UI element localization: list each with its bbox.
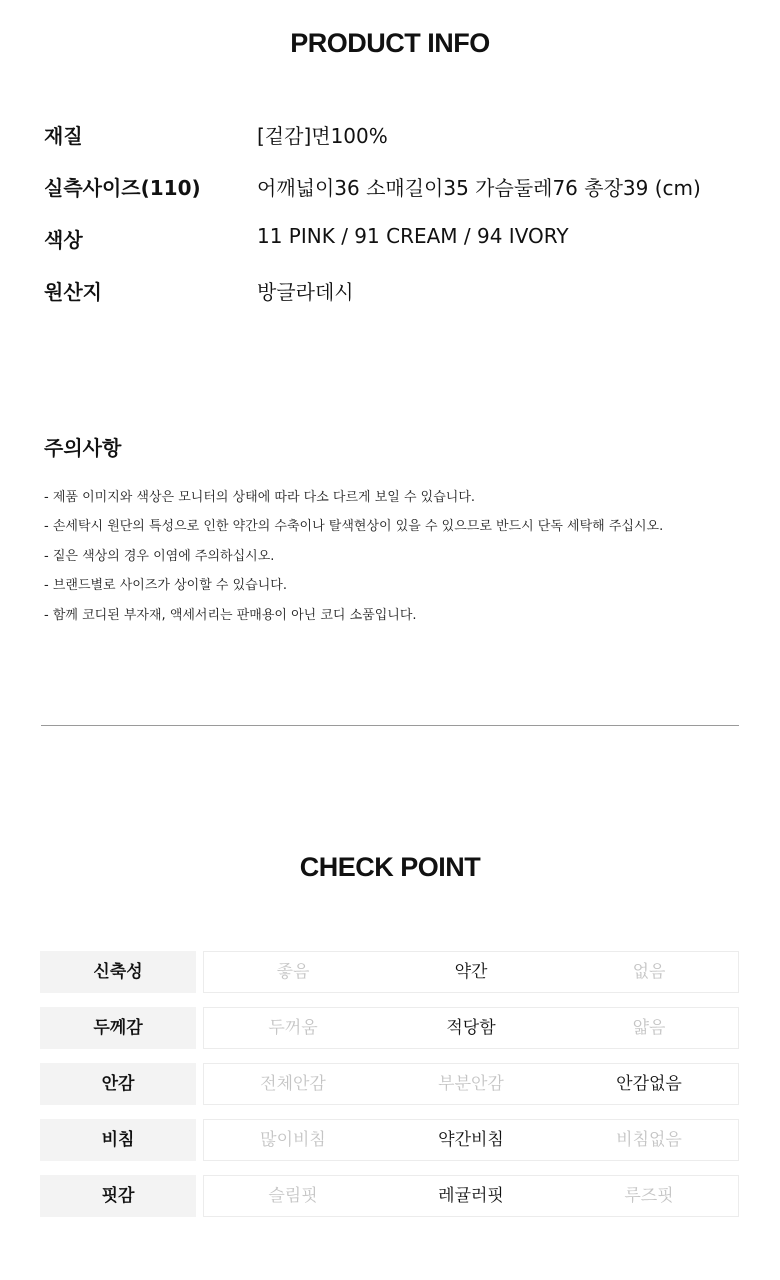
check-row-options xyxy=(203,1175,739,1217)
check-row-lining xyxy=(40,1063,739,1105)
check-row-thickness xyxy=(40,1007,739,1049)
caution-item: - 제품 이미지와 색상은 모니터의 상태에 따라 다소 다르게 보일 수 있습니다. xyxy=(44,490,476,505)
check-row-stretch xyxy=(40,951,739,993)
check-option: 두꺼움 xyxy=(268,1018,318,1038)
check-option: 루즈핏 xyxy=(624,1186,674,1206)
info-label: 재질 xyxy=(44,124,83,148)
check-option: 얇음 xyxy=(632,1018,666,1038)
info-value: [겉감]면100% xyxy=(257,124,388,148)
info-value: 방글라데시 xyxy=(257,280,354,304)
caution-item: - 손세탁시 원단의 특성으로 인한 약간의 수축이나 탈색현상이 있을 수 있으므로 반드시 단독 세탁해 주십시오. xyxy=(44,519,664,535)
check-row-sheerness xyxy=(40,1119,739,1161)
info-row-color xyxy=(0,224,780,254)
info-label: 실측사이즈(110) xyxy=(44,176,201,200)
check-row-label: 핏감 xyxy=(40,1175,196,1217)
check-option: 부분안감 xyxy=(438,1074,504,1094)
check-option: 적당함 xyxy=(446,1018,496,1038)
info-label: 색상 xyxy=(44,228,83,252)
check-option: 슬림핏 xyxy=(268,1186,318,1206)
info-label: 원산지 xyxy=(44,280,102,304)
check-row-label: 안감 xyxy=(40,1063,196,1105)
check-row-label: 비침 xyxy=(40,1119,196,1161)
check-row-options xyxy=(203,1119,739,1161)
check-option: 약간 xyxy=(454,962,488,982)
check-row-options xyxy=(203,951,739,993)
check-row-options xyxy=(203,1007,739,1049)
check-option: 많이비침 xyxy=(260,1130,326,1150)
info-row-material xyxy=(0,120,780,150)
check-option: 레귤러핏 xyxy=(438,1186,504,1206)
caution-title: 주의사항 xyxy=(44,436,122,460)
check-row-label: 두께감 xyxy=(40,1007,196,1049)
check-row-options xyxy=(203,1063,739,1105)
info-value: 11 PINK / 91 CREAM / 94 IVORY xyxy=(257,224,569,248)
info-row-origin xyxy=(0,276,780,306)
check-point-title: CHECK POINT xyxy=(299,852,481,882)
caution-item: - 함께 코디된 부자재, 액세서리는 판매용이 아닌 코디 소품입니다. xyxy=(44,607,417,623)
check-option: 없음 xyxy=(632,962,666,982)
caution-item: - 브랜드별로 사이즈가 상이할 수 있습니다. xyxy=(44,578,287,594)
check-row-fit xyxy=(40,1175,739,1217)
info-value: 어깨넓이36 소매길이35 가슴둘레76 총장39 (cm) xyxy=(257,176,701,200)
check-option: 안감없음 xyxy=(616,1074,682,1094)
check-option: 좋음 xyxy=(276,962,310,982)
product-info-title: PRODUCT INFO xyxy=(290,28,490,58)
check-option: 약간비침 xyxy=(438,1130,504,1150)
check-option: 비침없음 xyxy=(616,1130,682,1150)
caution-list xyxy=(44,486,663,633)
info-row-size xyxy=(0,172,780,202)
caution-item: - 짙은 색상의 경우 이염에 주의하십시오. xyxy=(44,548,275,564)
check-option: 전체안감 xyxy=(260,1074,326,1094)
section-divider xyxy=(41,725,739,726)
check-row-label: 신축성 xyxy=(40,951,196,993)
